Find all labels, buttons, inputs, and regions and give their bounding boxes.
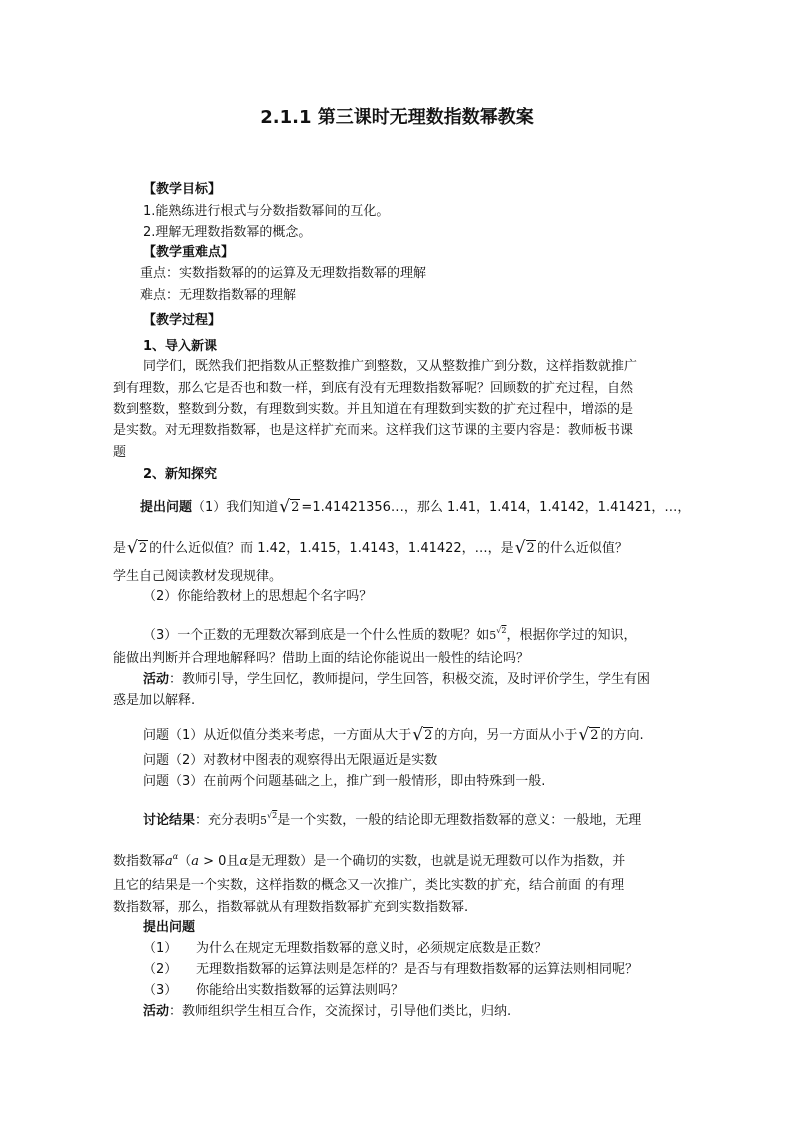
question-1-line [140, 499, 690, 516]
discussion-result-line-2 [113, 849, 625, 870]
text: ：教师引导，学生回忆，教师提问，学生回答，积极交流，及时评价学生，学生有困 [169, 672, 651, 687]
intro-line: 题 [113, 445, 127, 460]
intro-line: 同学们，既然我们把指数从正整数推广到整数，又从整数推广到分数，这样指数就推广 [143, 359, 638, 374]
label-activity: 活动 [143, 1004, 170, 1019]
text: （3）一个正数的无理数次幂到底是一个什么性质的数呢？如 [143, 628, 490, 643]
text: 的什么近似值？ [536, 541, 628, 556]
question-3-line-2: 能做出判断并合理地解释吗？借助上面的结论你能说出一般性的结论吗？ [113, 651, 530, 666]
text: ：教师组织学生相互合作，交流探讨，引导他们类比，归纳. [169, 1004, 512, 1019]
sqrt-2: √2 [412, 725, 433, 745]
radicand: 2 [138, 541, 148, 556]
question-number: （2） [143, 962, 178, 977]
subsection-heading-explore: 2、新知探究 [143, 467, 218, 482]
power-base: a [165, 854, 173, 869]
question-list-item [143, 983, 404, 999]
question-list-item [143, 941, 547, 957]
text: > 0且 [198, 854, 240, 869]
section-heading-process: 【教学过程】 [143, 313, 222, 328]
subsection-heading-intro: 1、导入新课 [143, 339, 218, 354]
text: ，根据你学过的知识， [506, 628, 637, 643]
discussion-result-line [143, 808, 641, 829]
radicand: 2 [526, 541, 535, 556]
text: ：充分表明 [195, 813, 261, 828]
question-text: 为什么在规定无理数指数幂的意义时，必须规定底数是正数？ [196, 941, 548, 956]
sqrt-2: √2 [127, 538, 148, 558]
student-read-line: 学生自己阅读教材发现规律。 [113, 569, 283, 584]
activity-line-final [143, 1004, 511, 1020]
text: 的方向，另一方面从小于 [434, 728, 578, 743]
answer-2-line: 问题（2）对教材中图表的观察得出无限逼近是实数 [143, 753, 438, 768]
label-pose-question-2: 提出问题 [143, 920, 196, 935]
difficult-point: 难点：无理数指数幂的理解 [140, 288, 297, 303]
text: 的方向. [600, 728, 644, 743]
sqrt-2: √2 [279, 497, 300, 517]
text: 的什么近似值？而 1.42，1.415，1.4143，1.41422，…，是 [149, 541, 514, 556]
power-exponent: √2 [267, 811, 278, 820]
radicand: 2 [291, 500, 300, 515]
answer-3-line: 问题（3）在前两个问题基础之上，推广到一般情形，即由特殊到一般. [143, 774, 546, 789]
text: 问题（1）从近似值分类来考虑，一方面从大于 [143, 728, 412, 743]
text: （ [178, 854, 192, 869]
radicand: 2 [424, 728, 433, 743]
power-exponent: α [172, 852, 179, 861]
intro-line: 是实数。对无理数指数幂，也是这样扩充而来。这样我们这节课的主要内容是：教师板书课 [113, 423, 634, 438]
question-2-line: （2）你能给教材上的思想起个名字吗？ [143, 589, 373, 604]
intro-line: 到有理数，那么它是否也和数一样，到底有没有无理数指数幂呢？回顾数的扩充过程，自然 [113, 381, 634, 396]
goal-item: 2.理解无理数指数幂的概念。 [143, 225, 312, 240]
text: 是一个实数，一般的结论即无理数指数幂的意义：一般地，无理 [277, 813, 642, 828]
radicand: 2 [272, 811, 278, 820]
label-pose-question: 提出问题 [140, 500, 193, 515]
activity-line-2: 惑是加以解释. [113, 693, 196, 708]
activity-line [143, 672, 650, 688]
document-title: 2.1.1 第三课时无理数指数幂教案 [260, 107, 534, 128]
label-activity: 活动 [143, 672, 170, 687]
label-discussion-result: 讨论结果 [143, 813, 196, 828]
sqrt-2: √2 [578, 725, 599, 745]
question-3-line [143, 623, 637, 644]
math-symbol: a [191, 854, 199, 869]
text: =1.41421356…，那么 1.41，1.414，1.4142，1.41421，…， [301, 500, 691, 515]
discussion-result-line-3: 且它的结果是一个实数，这样指数的概念又一次推广，类比实数的扩充，结合前面 的有理 [113, 878, 625, 893]
key-point: 重点：实数指数幂的的运算及无理数指数幂的理解 [140, 266, 427, 281]
question-text: 你能给出实数指数幂的运算法则吗？ [196, 983, 405, 998]
text: 是 [113, 541, 127, 556]
question-list-item [143, 962, 638, 978]
power-base: 5 [489, 629, 497, 642]
sqrt-2: √2 [514, 538, 535, 558]
question-number: （3） [143, 983, 178, 998]
section-heading-keypoints: 【教学重难点】 [143, 245, 235, 260]
text: （1）我们知道 [192, 500, 279, 515]
question-1-line-2 [113, 540, 628, 557]
intro-line: 数到整数，整数到分数，有理数到实数。并且知道在有理数到实数的扩充过程中，增添的是 [113, 402, 634, 417]
question-number: （1） [143, 941, 178, 956]
answer-1-line [143, 727, 644, 744]
math-symbol: α [239, 854, 249, 869]
power-base: 5 [260, 814, 268, 827]
text: 是无理数）是一个确切的实数，也就是说无理数可以作为指数，并 [248, 854, 626, 869]
text: 数指数幂 [113, 854, 166, 869]
discussion-result-line-4: 数指数幂，那么，指数幂就从有理数指数幂扩充到实数指数幂. [113, 900, 469, 915]
section-heading-goals: 【教学目标】 [143, 182, 222, 197]
power-exponent: √2 [496, 626, 507, 635]
question-text: 无理数指数幂的运算法则是怎样的？是否与有理数指数幂的运算法则相同呢？ [196, 962, 639, 977]
radicand: 2 [590, 728, 599, 743]
radicand: 2 [501, 626, 507, 635]
goal-item: 1.能熟练进行根式与分数指数幂间的互化。 [143, 204, 390, 219]
